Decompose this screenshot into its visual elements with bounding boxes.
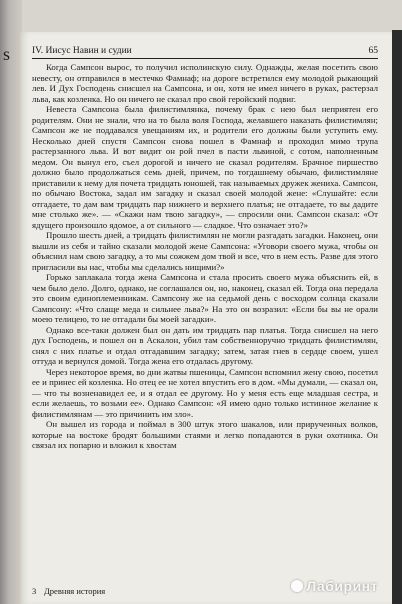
section-title: IV. Иисус Навин и судии [32, 46, 132, 56]
paragraph: Через некоторое время, во дни жатвы пшеницы, Сампсон вспомнил жену свою, посетил ее и принес ей козленка. Но отец ее не хотел впустить его в дом. «Мы думали, — сказал он, — что ты возненавидел ее, и я отдал ее другому. Но у меня есть еще младшая сестра, и если желаешь, то возьми ее». Однако Сампсон: «Я имею одно только истинное желание к филистимлянам — это причинить им зло». [32, 366, 378, 419]
paragraph: Когда Сампсон вырос, то получил исполинскую силу. Однажды, желая посетить свою невесту, он отправился в местечко Фамнаф; на дороге встретился ему молодой рыкающий лев. И Дух Господень снисшел на Сампсона, и он, хотя не имел ничего в руках, растерзал льва, как козленка. Но он ничего не сказал про свой геройский подвиг. [32, 62, 378, 104]
paragraph: Горько заплакала тогда жена Сампсона и стала просить своего мужа объяснить ей, в чем было дело. Долго, однако, не соглашался он, но, наконец, сказал ей. Тогда она передала это своим единоплеменникам. Сампсону же на седьмой день с восходом солнца сказали Сампсону: «Что слаще меда и сильнее льва?» На это он возразил: «Если бы вы не орали моею телицею, то не отгадали бы моей загадки». [32, 272, 378, 324]
running-header [32, 42, 378, 59]
paragraph: Он вышел из города и поймал в 300 штук этого шакалов, или прирученных волков, которые на востоке бродят большими стаями и легко попадаются в руки охотника. Он связал их попарно и вложил к хвостам [32, 419, 378, 450]
adjacent-page-edge [0, 0, 22, 604]
page-number: 65 [368, 46, 378, 56]
paragraph: Невеста Сампсона была филистимлянка, почему брак с нею был неприятен его родителям. Они не знали, что на то была воля Господа, желавшего наказать филистимлян; Сампсон же не поддавался увещаниям их, и родители его должны были уступить ему. Несколько дней спустя Сампсон снова пошел в Фамнаф и проходил мимо трупа растерзанного льва. И вот видит он рой пчел в пасти львиной, с сотом, наполненным медом. Он вынул его, съел дорогой и ничего не сказал родителям. Брачное пиршество должно было продолжаться семь дней, причем, по тогдашнему обычаю, филистимляне приставили к нему для почета тридцать юношей, так называемых дружек жениха. Сампсон, по обычаю Востока, задал им загадку и сказал своей молодой жене: «Слушайте: если отгадаете, то дам вам тридцать пар нижнего и верхнего платья; не отгадаете, то вы дадите мне столько же». — «Скажи нам твою загадку», — спросили они. Сампсон сказал: «От ядущего произошло ядомое, а от сильного — сладкое. Что означает это?» [32, 104, 378, 230]
paragraph: Прошло шесть дней, а тридцать филистимлян не могли разгадать загадки. Наконец, они вышли из себя и тайно сказали молодой жене Сампсона: «Уговори своего мужа, чтобы он объяснил нам свою загадку, а то мы сожжем дом твой и все, что в нем есть. Разве для этого пригласили вы нас, чтобы мы сделались нищими?» [32, 230, 378, 272]
footer-title: Древняя история [44, 586, 106, 596]
book-cover-edge [392, 30, 402, 604]
paragraph: Однако все-таки должен был он дать им тридцать пар платья. Тогда снисшел на него дух Господень, и пошел он в Аскалон, убил там собственноручно тридцать филистимлян, снял с них платье и отдал отгадавшим загадку; затем, затая гнев в сердце своем, ушел оттуда и вернулся домой. Тогда жена его отдалась другому. [32, 324, 378, 366]
page-body [32, 62, 378, 451]
labirint-logo-icon [291, 580, 303, 592]
book-page [20, 32, 392, 604]
watermark-text: Лабиринт [306, 578, 378, 594]
adjacent-page-glyph: s [3, 44, 11, 64]
watermark [291, 578, 378, 594]
signature-number: 3 [32, 586, 37, 596]
running-footer [32, 578, 378, 600]
